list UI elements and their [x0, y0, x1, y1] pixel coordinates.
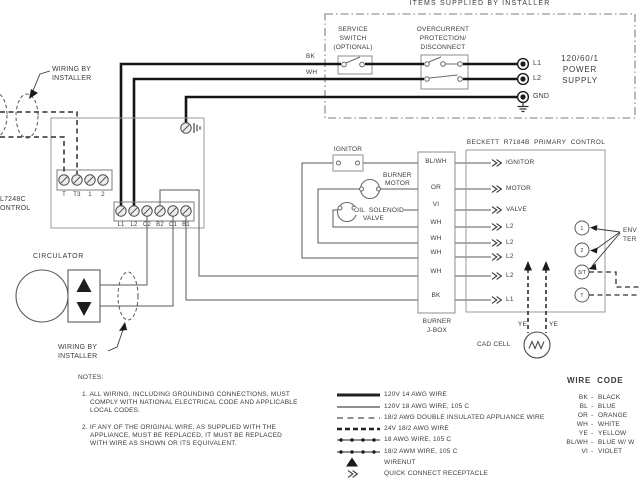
ye-label-right: YE: [549, 321, 559, 328]
circulator-symbol: [16, 270, 68, 322]
wire-code-abbr-wh: WH: [576, 421, 588, 428]
wire-code-name-blwh: BLUE W/ W: [598, 439, 635, 446]
legend-item-6: WIRENUT: [384, 459, 416, 466]
jbox-wire-vi: VI: [432, 201, 440, 208]
ignitor-symbol: [333, 155, 363, 171]
line-terminal-b2: B2: [156, 222, 164, 228]
note1-line3: LOCAL CODES.: [90, 407, 141, 414]
wiring-note-bottom-2: INSTALLER: [58, 353, 98, 360]
jbox-label-1: BURNER: [422, 318, 452, 325]
ye-label-left: YE: [517, 321, 527, 328]
jbox-wire-wh3: WH: [430, 249, 442, 256]
wire-code-name-bl: BLUE: [598, 403, 616, 410]
tstat-terminal-t3: T3: [73, 192, 81, 198]
wiring-note-top-leader: [29, 71, 50, 99]
aquastat-name-1: L7248C: [0, 196, 26, 203]
circulator-label: CIRCULATOR: [33, 253, 84, 260]
legend-item-5: 18/2 AWM WIRE, 105 C: [384, 448, 458, 455]
ground-symbol: [518, 103, 529, 112]
wire-code-abbr-vi: VI: [581, 448, 588, 455]
env-label-2: TER: [623, 236, 637, 243]
line-terminal-c1: C1: [168, 222, 178, 228]
wire-code-abbr-ye: YE: [578, 430, 588, 437]
cable-ellipse-bottom: [118, 272, 138, 320]
line-terminal-c2: C2: [142, 222, 152, 228]
service-switch-label-2: SWITCH: [339, 35, 367, 42]
qc-label-valve: VALVE: [506, 206, 527, 213]
wire-code-abbr-blwh: BL/WH: [566, 439, 588, 446]
wiring-note-bottom-leader: [108, 322, 127, 351]
wire-label-bk: BK: [306, 53, 316, 60]
ignitor-label: IGNITOR: [333, 146, 363, 153]
overcurrent-label-3: DISCONNECT: [420, 44, 466, 51]
ye-arrow-right: [542, 261, 550, 271]
power-supply-label-3: SUPPLY: [562, 76, 598, 85]
wire-code-sep: -: [591, 412, 594, 419]
wire-code-abbr-or: OR: [577, 412, 588, 419]
wire-code-sep: -: [591, 430, 594, 437]
service-switch-label-3: (OPTIONAL): [333, 44, 373, 51]
legend-item-4: 18 AWG WIRE, 105 C: [384, 436, 452, 443]
legend-item-3: 24V 18/2 AWG WIRE: [384, 425, 449, 432]
wire-code-sep: -: [591, 394, 594, 401]
legend-symbols: [337, 395, 380, 452]
wire-code-title: WIRE CODE: [567, 376, 624, 385]
aquastat-name-2: ONTROL: [0, 205, 31, 212]
qc-label-l2b: L2: [506, 239, 514, 246]
power-supply-terminals: [518, 59, 529, 103]
note1-line2: COMPLY WITH NATIONAL ELECTRICAL CODE AND APPLICABLE: [90, 399, 298, 406]
power-supply-label-1: 120/60/1: [561, 54, 599, 63]
ground-screw: [181, 123, 191, 133]
note2-line1: 2. IF ANY OF THE ORIGINAL WIRE, AS SUPPLIED WITH THE: [82, 424, 277, 431]
terminal-label-gnd: GND: [533, 93, 550, 100]
qc-label-l2a: L2: [506, 223, 514, 230]
cad-cell-leads: [528, 269, 546, 333]
beckett-control-box: [466, 150, 605, 312]
service-switch-label-1: SERVICE: [338, 26, 368, 33]
cable-ellipse-top: [16, 94, 38, 138]
notes-heading: NOTES:: [78, 374, 104, 381]
jbox-wire-blwh: BL/WH: [425, 158, 447, 165]
qc-label-l2d: L2: [506, 272, 514, 279]
ground-screw-symbol: [194, 123, 200, 133]
qc-label-l2c: L2: [506, 253, 514, 260]
jbox-label-2: J-BOX: [426, 327, 448, 334]
ye-arrow-left: [524, 261, 532, 271]
tstat-24v-dashed-wires: [589, 272, 640, 295]
tstat-terminal-2: 2: [101, 192, 105, 198]
beckett-title: BECKETT R7184B PRIMARY CONTROL: [466, 139, 606, 146]
wire-code-abbr-bl: BL: [579, 403, 588, 410]
cable-ellipse-edge: [0, 93, 7, 137]
terminal-label-l2: L2: [533, 75, 542, 82]
note1-line1: 1. ALL WIRING, INCLUDING GROUNDING CONNECTIONS, MUST: [82, 391, 291, 398]
tstat-terminal-t: T: [62, 192, 66, 198]
env-circle-t: T: [580, 293, 584, 299]
wiring-note-top-2: INSTALLER: [52, 75, 92, 82]
burner-jbox: [418, 152, 455, 313]
jbox-wire-bk: BK: [431, 292, 441, 299]
wire-code-abbr-bk: BK: [578, 394, 588, 401]
legend-quick-connect-icon: [348, 471, 357, 478]
overcurrent-disconnect-symbol: [421, 55, 468, 89]
wire-code-name-wh: WHITE: [598, 421, 620, 428]
wire-code-sep: -: [591, 403, 594, 410]
note2-line2: APPLIANCE, MUST BE REPLACED, IT MUST BE REPLACED: [90, 432, 283, 439]
jbox-wire-wh4: WH: [430, 268, 442, 275]
wire-code-sep: -: [591, 448, 594, 455]
jbox-wire-wh1: WH: [430, 219, 442, 226]
wire-label-wh: WH: [306, 69, 318, 76]
env-leader-arrows: [589, 225, 621, 270]
wiring-note-top-1: WIRING BY: [52, 66, 92, 73]
env-circle-3t: 3/T: [577, 270, 587, 276]
jbox-wire-or: OR: [430, 184, 442, 191]
legend-wirenut-icon: [346, 458, 358, 467]
qc-label-l1: L1: [506, 296, 514, 303]
thermostat-wires: [0, 112, 77, 174]
line-terminal-l1: L1: [117, 222, 125, 228]
legend-item-7: QUICK CONNECT RECEPTACLE: [384, 470, 488, 477]
wire-code-name-bk: BLACK: [598, 394, 621, 401]
env-label-1: ENV: [623, 227, 637, 234]
quick-connect-icons: [492, 160, 501, 304]
env-circle-1: 1: [580, 226, 584, 232]
line-terminal-l2: L2: [130, 222, 138, 228]
wire-code-name-or: ORANGE: [598, 412, 628, 419]
burner-motor-label-1: BURNER: [383, 172, 412, 179]
jbox-wire-wh2: WH: [430, 235, 442, 242]
power-supply-label-2: POWER: [562, 65, 598, 74]
oil-solenoid-label-1: OIL SOLENOID: [354, 207, 405, 214]
legend-item-1: 120V 18 AWG WIRE, 105 C: [384, 403, 470, 410]
cad-cell-label: CAD CELL: [477, 341, 511, 348]
wire-code-sep: -: [591, 421, 594, 428]
burner-motor-symbol: [360, 180, 381, 199]
wirenut-up: [77, 278, 92, 292]
wirenut-down: [77, 302, 92, 316]
legend-item-2: 18/2 AWG DOUBLE INSULATED APPLIANCE WIRE: [384, 414, 545, 421]
wire-code-name-ye: YELLOW: [598, 430, 627, 437]
legend-dots: [339, 438, 375, 453]
wiring-note-bottom-1: WIRING BY: [58, 344, 98, 351]
terminal-label-l1: L1: [533, 60, 542, 67]
burner-motor-label-2: MOTOR: [385, 180, 411, 187]
overcurrent-label-1: OVERCURRENT: [416, 26, 470, 33]
oil-solenoid-label-2: VALVE: [363, 215, 384, 222]
cad-cell-symbol: [524, 332, 550, 358]
env-circle-2: 2: [580, 248, 584, 254]
wire-code-name-vi: VIOLET: [598, 448, 623, 455]
installer-items-title: ITEMS SUPPLIED BY INSTALLER: [409, 0, 551, 7]
note2-line3: WITH WIRE AS SHOWN OR ITS EQUIVALENT.: [90, 440, 237, 447]
overcurrent-label-2: PROTECTION/: [419, 35, 467, 42]
line-terminal-b1: B1: [182, 222, 190, 228]
qc-label-motor: MOTOR: [506, 185, 532, 192]
wire-code-sep: -: [591, 439, 594, 446]
legend-item-0: 120V 14 AWG WIRE: [384, 391, 447, 398]
qc-label-ignitor: IGNITOR: [506, 159, 535, 166]
line-voltage-wires: [121, 64, 517, 207]
tstat-terminal-1: 1: [88, 192, 92, 198]
